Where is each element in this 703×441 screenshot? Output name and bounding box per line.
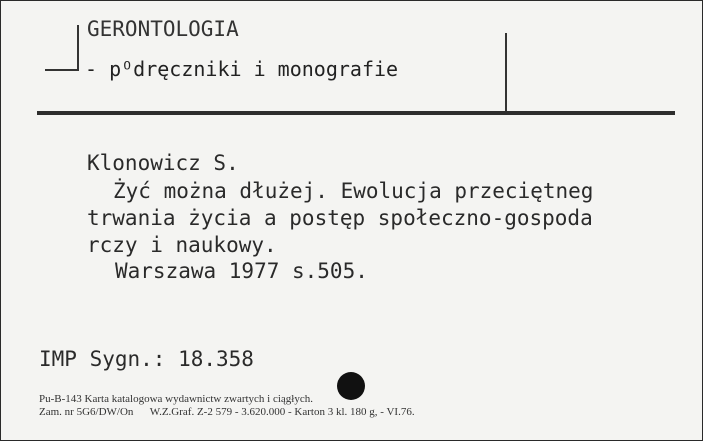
call-number: IMP Sygn.: 18.358 <box>39 347 254 371</box>
title-line-3: rczy i naukowy. <box>87 233 277 257</box>
subject-heading: GERONTOLOGIA <box>87 17 239 41</box>
footer-line-2: Zam. nr 5G6/DW/On W.Z.Graf. Z-2 579 - 3.620.000 - Karton 3 kl. 180 g, - VI.76. <box>39 406 415 418</box>
punch-hole <box>337 372 365 400</box>
header-hook-line <box>45 69 79 71</box>
title-line-2: trwania życia a postęp społeczno-gospoda <box>87 206 593 230</box>
title-line-1: Żyć można dłużej. Ewolucja przeciętneg <box>113 179 594 203</box>
footer-line-1: Pu-B-143 Karta katalogowa wydawnictw zwartych i ciągłych. <box>39 393 313 405</box>
imprint: Warszawa 1977 s.505. <box>115 259 368 283</box>
author: Klonowicz S. <box>87 151 239 175</box>
header-rule <box>37 111 675 115</box>
header-right-divider <box>505 33 507 113</box>
header-left-bracket <box>77 25 79 71</box>
subject-subheading: - pᴼdręczniki i monografie <box>85 57 399 81</box>
